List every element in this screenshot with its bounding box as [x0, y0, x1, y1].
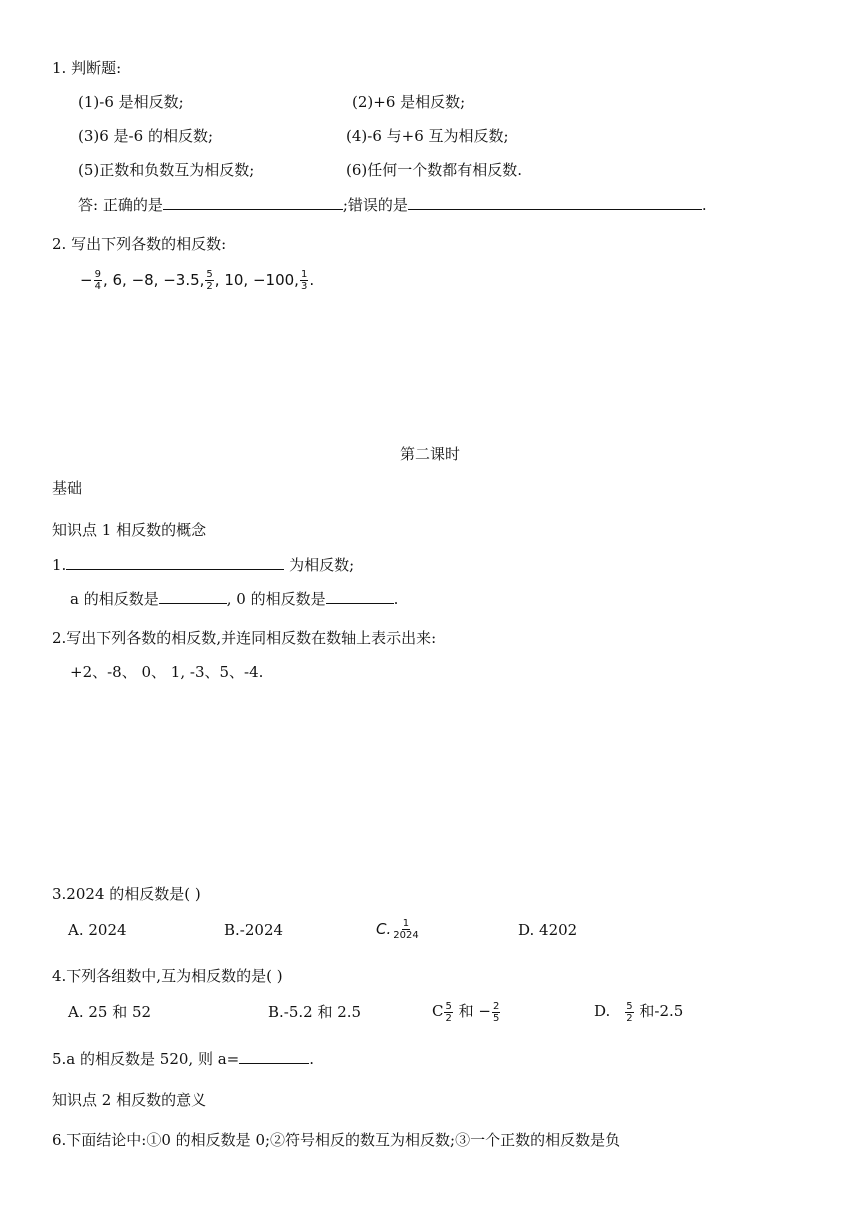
p4-option-a: A. 25 和 52 — [68, 1003, 152, 1021]
q2-segment: , 6, −8, −3.5, — [102, 271, 205, 289]
p3-c-label: C. — [376, 920, 392, 938]
q1-answer-mid: ;错误的是 — [342, 196, 408, 214]
q2-segment: , 10, −100, — [214, 271, 299, 289]
p3-c-fraction — [392, 918, 419, 941]
knowledge-point-2: 知识点 2 相反数的意义 — [52, 1091, 207, 1109]
p6-text: 6.下面结论中:①0 的相反数是 0;②符号相反的数互为相反数;③一个正数的相反数是负 — [52, 1131, 621, 1149]
q1-wrong-blank[interactable] — [408, 194, 702, 210]
q2-segment: . — [309, 271, 315, 289]
p3-option-d: D. 4202 — [518, 921, 578, 939]
q1-heading: 1. 判断题: — [52, 59, 122, 77]
p1-text-a: a 的相反数是 — [70, 590, 159, 608]
p1-blank-1[interactable] — [66, 554, 284, 570]
p4-option-c — [432, 996, 501, 1026]
p4-c-fraction-1 — [444, 1001, 452, 1024]
p5-end: . — [309, 1050, 315, 1068]
knowledge-point-1: 知识点 1 相反数的概念 — [52, 521, 207, 539]
p4-d-suffix: 和-2.5 — [634, 1002, 684, 1020]
q1-item-5: (5)正数和负数互为相反数; — [78, 161, 255, 179]
q1-answer-prefix: 答: 正确的是 — [78, 196, 163, 214]
frac-numerator: 1 — [402, 918, 410, 929]
frac-numerator: 1 — [300, 269, 308, 280]
p5-text: 5.a 的相反数是 520, 则 a= — [52, 1050, 240, 1068]
p3-option-b: B.-2024 — [224, 921, 284, 939]
frac-denominator: 4 — [94, 281, 101, 292]
p4-d-label: D. — [594, 1002, 611, 1020]
q2-number-list — [80, 266, 314, 294]
frac-denominator: 2 — [626, 1012, 633, 1024]
p4-c-label: C — [432, 1002, 444, 1020]
p4-c-mid: 和 − — [453, 1002, 491, 1020]
frac-numerator: 5 — [206, 269, 213, 280]
q1-answer-line — [78, 194, 707, 215]
p5-blank[interactable] — [239, 1048, 309, 1064]
p1-line-2 — [70, 588, 398, 609]
q1-answer-end: . — [701, 196, 707, 214]
p1-text-c: . — [393, 590, 399, 608]
p4-option-b: B.-5.2 和 2.5 — [268, 1003, 362, 1021]
q1-correct-blank[interactable] — [163, 194, 343, 210]
frac-denominator: 2024 — [393, 930, 419, 941]
p1-suffix: 为相反数; — [284, 556, 355, 574]
section-title: 第二课时 — [399, 445, 460, 463]
frac-numerator: 5 — [445, 1000, 452, 1012]
p4-option-d — [594, 996, 683, 1026]
q1-item-1: (1)-6 是相反数; — [78, 93, 184, 111]
frac-denominator: 5 — [492, 1012, 500, 1024]
q1-item-4: (4)-6 与+6 互为相反数; — [346, 127, 509, 145]
p1-blank-3[interactable] — [326, 588, 394, 604]
p1-blank-2[interactable] — [159, 588, 227, 604]
q2-fraction — [94, 269, 102, 292]
frac-numerator: 9 — [94, 269, 101, 280]
q2-fraction — [205, 269, 213, 292]
p4-c-fraction-2 — [492, 1001, 500, 1024]
p3-option-c — [376, 914, 421, 944]
p4-heading: 4.下列各组数中,互为相反数的是( ) — [52, 967, 283, 985]
p5-line — [52, 1048, 314, 1069]
q1-item-2: (2)+6 是相反数; — [352, 93, 466, 111]
p2-numbers: +2、-8、 0、 1, -3、5、-4. — [70, 663, 264, 681]
p1-line-1 — [52, 554, 354, 575]
basics-heading: 基础 — [52, 479, 83, 497]
p3-option-a: A. 2024 — [68, 921, 127, 939]
p4-d-fraction — [625, 1001, 633, 1024]
p1-text-b: , 0 的相反数是 — [226, 590, 326, 608]
p1-number: 1. — [52, 556, 67, 574]
q2-segment: − — [80, 271, 93, 289]
p3-heading: 3.2024 的相反数是( ) — [52, 885, 201, 903]
q2-fraction — [300, 269, 308, 292]
frac-denominator: 3 — [300, 281, 308, 292]
p2-heading: 2.写出下列各数的相反数,并连同相反数在数轴上表示出来: — [52, 629, 437, 647]
frac-denominator: 2 — [206, 281, 213, 292]
frac-denominator: 2 — [445, 1012, 452, 1024]
q1-item-6: (6)任何一个数都有相反数. — [346, 161, 523, 179]
q2-heading: 2. 写出下列各数的相反数: — [52, 235, 227, 253]
frac-numerator: 5 — [626, 1000, 633, 1012]
q1-item-3: (3)6 是-6 的相反数; — [78, 127, 213, 145]
frac-numerator: 2 — [492, 1000, 500, 1012]
